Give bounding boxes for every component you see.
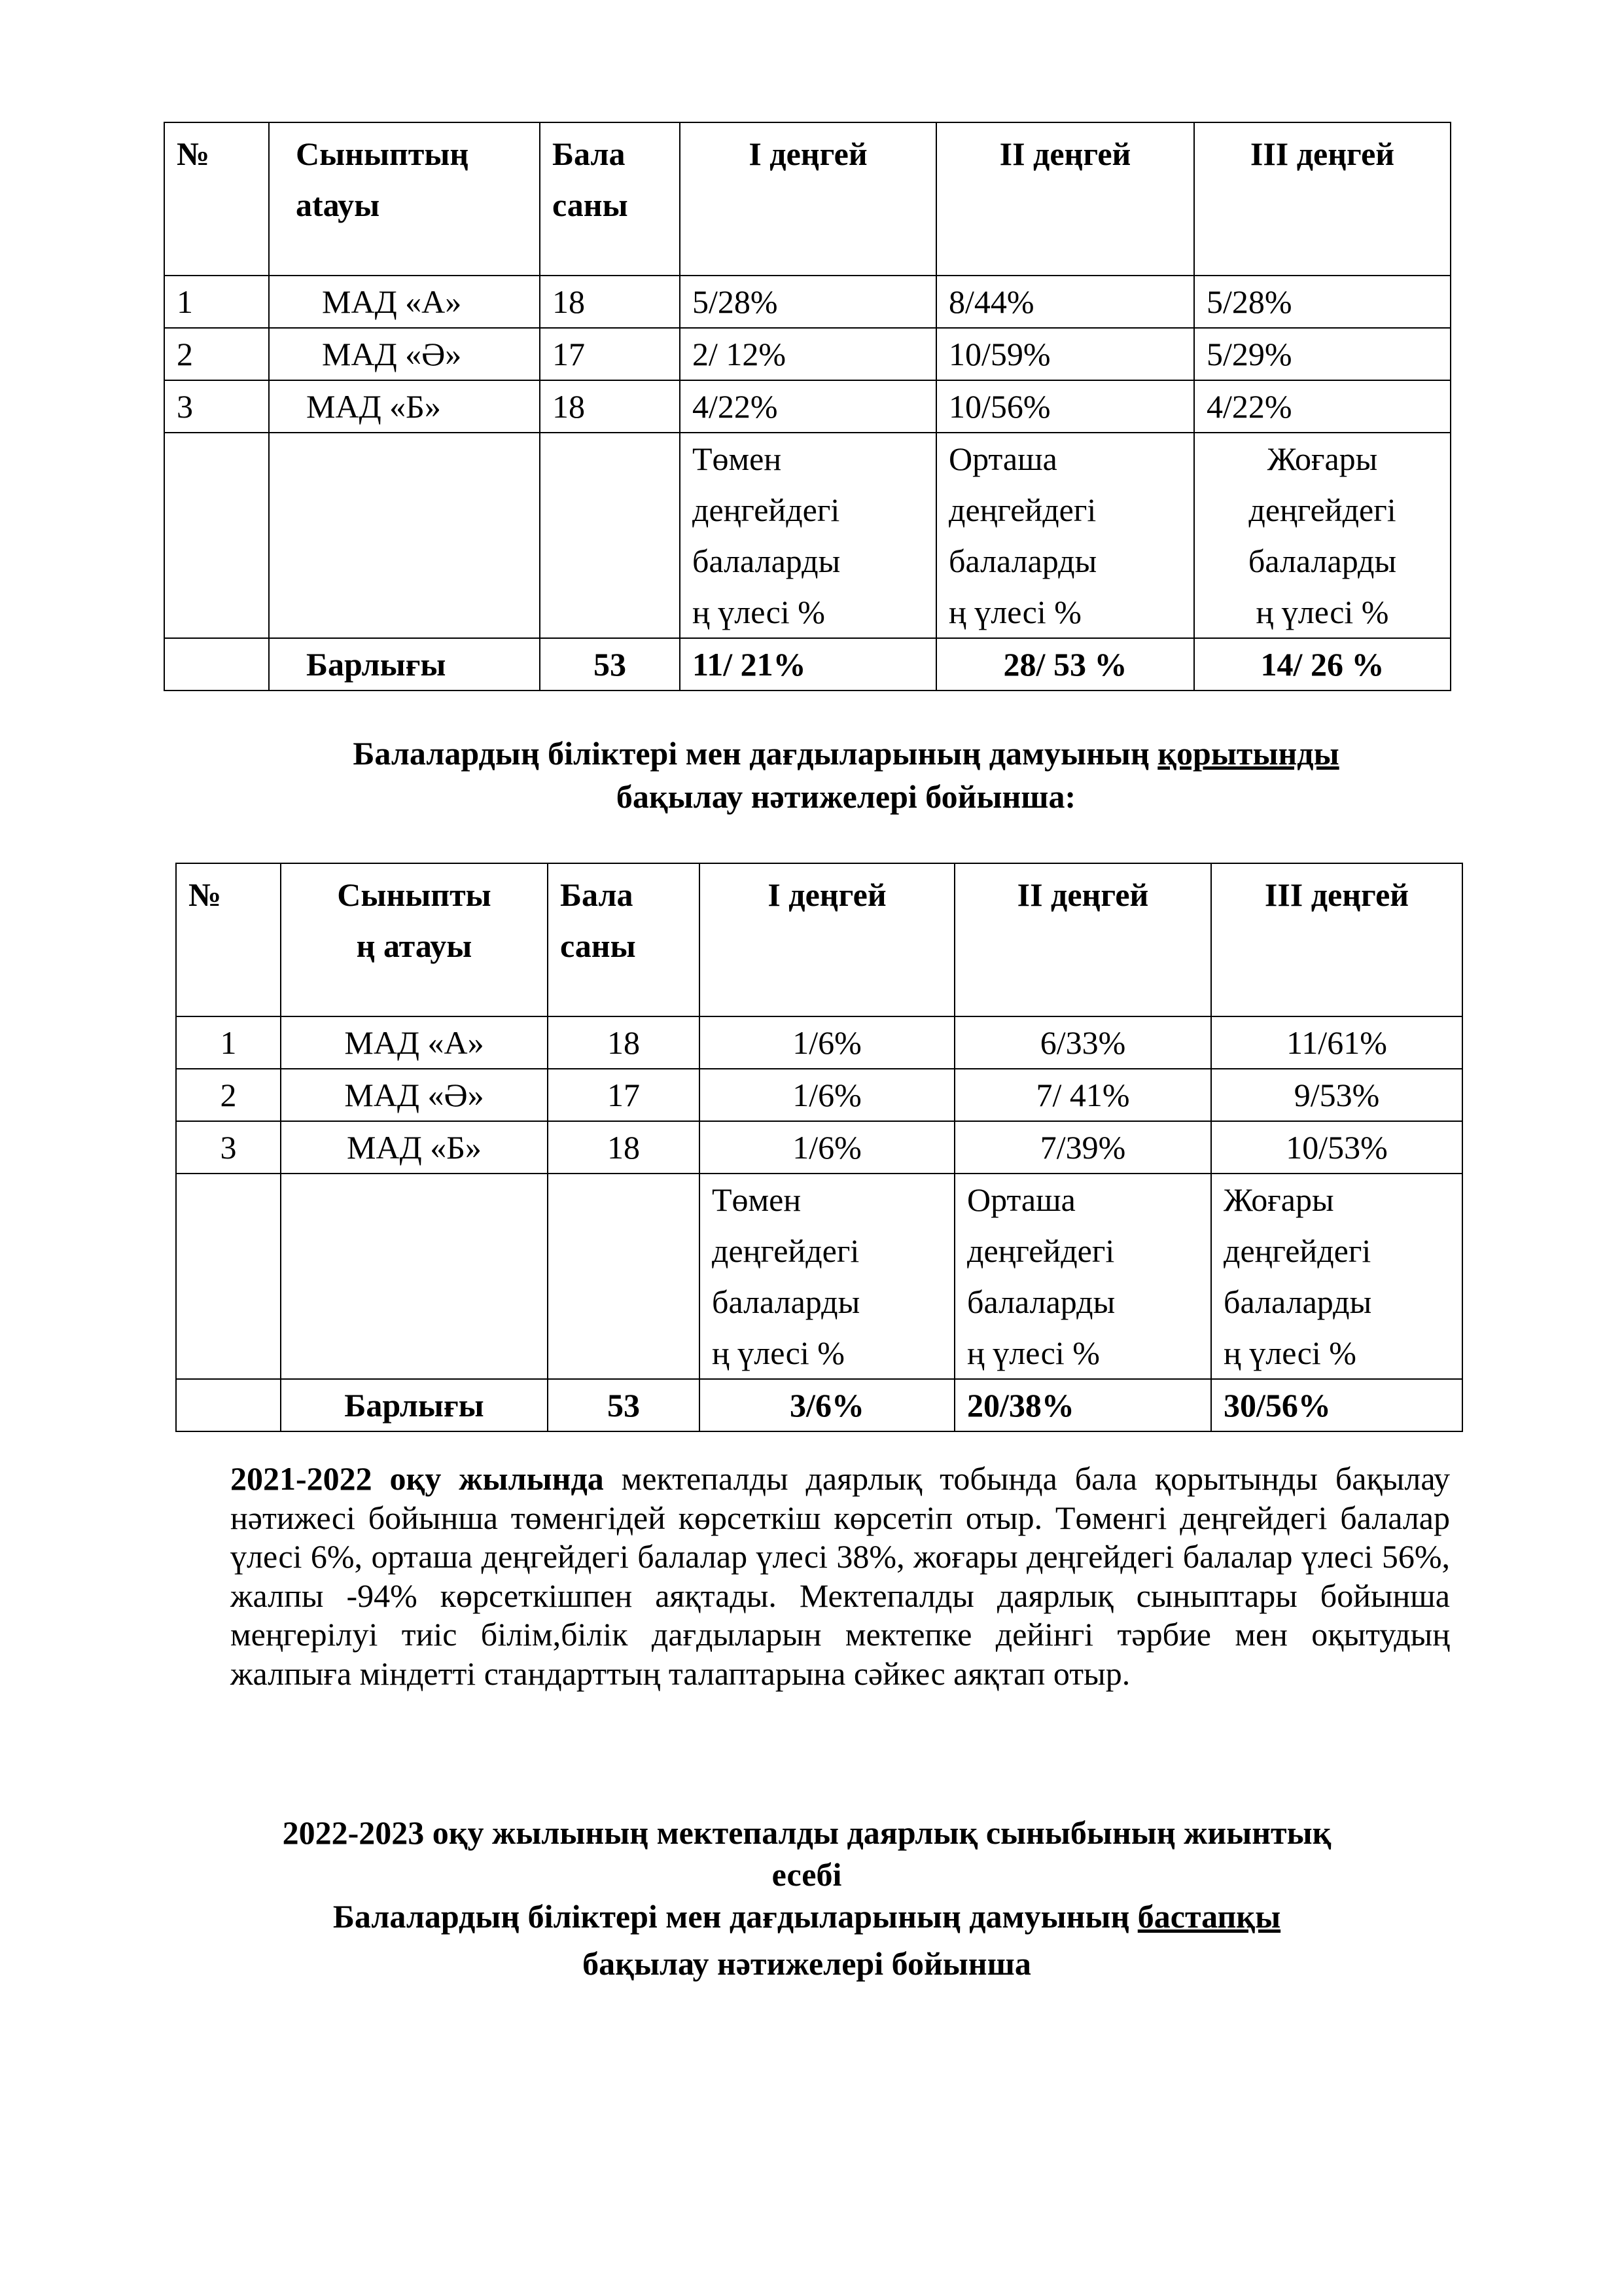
level-1-value: 4/22% xyxy=(680,380,936,433)
table-row xyxy=(176,1069,1462,1121)
level-2-value: 8/44% xyxy=(936,276,1194,328)
header-level-2: II деңгей xyxy=(955,863,1211,1016)
total-level-2: 28/ 53 % xyxy=(936,638,1194,691)
heading-text: Балалардың біліктері мен дағдыларының дамуының xyxy=(353,735,1158,772)
level-3-value: 5/28% xyxy=(1194,276,1451,328)
child-count: 18 xyxy=(548,1016,699,1069)
total-child-count: 53 xyxy=(540,638,680,691)
child-count: 17 xyxy=(540,328,680,380)
heading-line-4: бақылау нәтижелері бойынша xyxy=(582,1945,1031,1982)
table-row xyxy=(164,380,1451,433)
header-level-1: I деңгей xyxy=(699,863,955,1016)
medium-level-note: Орташа деңгейдегі балаларды ң үлесі % xyxy=(955,1174,1211,1379)
header-child-count: Бала саны xyxy=(548,863,699,1016)
level-2-value: 7/ 41% xyxy=(955,1069,1211,1121)
row-number: 2 xyxy=(164,328,269,380)
header-level-3: III деңгей xyxy=(1194,122,1451,276)
empty-cell xyxy=(176,1174,281,1379)
final-results-heading xyxy=(164,732,1450,818)
heading-line-1: 2022-2023 оқу жылының мектепалды даярлық сыныбының жиынтық xyxy=(282,1814,1332,1851)
header-child-count: Бала саны xyxy=(540,122,680,276)
header-level-2: II деңгей xyxy=(936,122,1194,276)
row-number: 3 xyxy=(164,380,269,433)
total-row xyxy=(164,638,1451,691)
header-number: № xyxy=(176,863,281,1016)
empty-cell xyxy=(540,433,680,638)
level-2-value: 10/56% xyxy=(936,380,1194,433)
heading-line-2: есебі xyxy=(771,1856,842,1893)
header-number: № xyxy=(164,122,269,276)
heading-underlined-text: қорытынды xyxy=(1157,735,1339,772)
level-2-value: 10/59% xyxy=(936,328,1194,380)
high-level-note: Жоғары деңгейдегі балаларды ң үлесі % xyxy=(1194,433,1451,638)
table-row xyxy=(176,1121,1462,1174)
child-count: 18 xyxy=(540,276,680,328)
child-count: 18 xyxy=(540,380,680,433)
row-number: 3 xyxy=(176,1121,281,1174)
empty-cell xyxy=(281,1174,548,1379)
heading-text: Балалардың біліктері мен дағдыларының дамуының xyxy=(332,1898,1138,1935)
class-name: МАД «А» xyxy=(269,276,540,328)
summary-paragraph xyxy=(230,1460,1450,1694)
level-1-value: 1/6% xyxy=(699,1121,955,1174)
total-level-3: 14/ 26 % xyxy=(1194,638,1451,691)
empty-cell xyxy=(164,433,269,638)
total-level-3: 30/56% xyxy=(1211,1379,1462,1431)
total-level-1: 3/6% xyxy=(699,1379,955,1431)
summary-report-heading xyxy=(164,1812,1450,1984)
level-3-value: 11/61% xyxy=(1211,1016,1462,1069)
total-child-count: 53 xyxy=(548,1379,699,1431)
level-description-row xyxy=(164,433,1451,638)
low-level-note: Төмен деңгейдегі балаларды ң үлесі % xyxy=(680,433,936,638)
total-row xyxy=(176,1379,1462,1431)
total-level-2: 20/38% xyxy=(955,1379,1211,1431)
level-1-value: 5/28% xyxy=(680,276,936,328)
empty-cell xyxy=(164,638,269,691)
level-2-value: 6/33% xyxy=(955,1016,1211,1069)
low-level-note: Төмен деңгейдегі балаларды ң үлесі % xyxy=(699,1174,955,1379)
paragraph-bold-lead: 2021-2022 оқу жылында xyxy=(230,1460,604,1497)
child-count: 18 xyxy=(548,1121,699,1174)
class-name: МАД «А» xyxy=(281,1016,548,1069)
class-name: МАД «Б» xyxy=(269,380,540,433)
header-class-name: Сыныпты ң атауы xyxy=(281,863,548,1016)
level-3-value: 4/22% xyxy=(1194,380,1451,433)
child-count: 17 xyxy=(548,1069,699,1121)
paragraph-text: мектепалды даярлық тобында бала қорытынды бақылау нәтижесі бойынша төменгідей көрсеткіш көрсетіп отыр. Төменгі деңгейдегі балалар үлесі 6%, орташа деңгейдегі балалар үлесі 38%, жоғары деңгейдегі балалар үлесі 56%, жалпы -94% көрсеткішпен аяқтады. Мектепалды даярлық сыныптары бойынша меңгерілуі тиіс білім,білік дағдыларын мектепке дейінгі тәрбие мен оқытудың жалпыға міндетті стандарттың талаптарына сәйкес аяқтап отыр. xyxy=(230,1460,1450,1692)
level-1-value: 1/6% xyxy=(699,1069,955,1121)
header-level-3: III деңгей xyxy=(1211,863,1462,1016)
heading-line-2: бақылау нәтижелері бойынша: xyxy=(616,778,1076,815)
total-label: Барлығы xyxy=(269,638,540,691)
level-2-value: 7/39% xyxy=(955,1121,1211,1174)
empty-cell xyxy=(548,1174,699,1379)
level-description-row xyxy=(176,1174,1462,1379)
header-level-1: I деңгей xyxy=(680,122,936,276)
table-row xyxy=(176,1016,1462,1069)
medium-level-note: Орташа деңгейдегі балаларды ң үлесі % xyxy=(936,433,1194,638)
table-row xyxy=(164,276,1451,328)
initial-results-table xyxy=(164,122,1451,691)
total-level-1: 11/ 21% xyxy=(680,638,936,691)
level-3-value: 9/53% xyxy=(1211,1069,1462,1121)
table-row xyxy=(164,328,1451,380)
heading-underlined-text: бастапқы xyxy=(1137,1898,1281,1935)
high-level-note: Жоғары деңгейдегі балаларды ң үлесі % xyxy=(1211,1174,1462,1379)
empty-cell xyxy=(269,433,540,638)
empty-cell xyxy=(176,1379,281,1431)
row-number: 1 xyxy=(176,1016,281,1069)
row-number: 1 xyxy=(164,276,269,328)
class-name: МАД «Ә» xyxy=(281,1069,548,1121)
header-class-name: Сыныптың atауы xyxy=(269,122,540,276)
total-label: Барлығы xyxy=(281,1379,548,1431)
level-1-value: 1/6% xyxy=(699,1016,955,1069)
level-3-value: 5/29% xyxy=(1194,328,1451,380)
class-name: МАД «Б» xyxy=(281,1121,548,1174)
final-results-table xyxy=(175,863,1463,1432)
class-name: МАД «Ә» xyxy=(269,328,540,380)
row-number: 2 xyxy=(176,1069,281,1121)
level-3-value: 10/53% xyxy=(1211,1121,1462,1174)
level-1-value: 2/ 12% xyxy=(680,328,936,380)
